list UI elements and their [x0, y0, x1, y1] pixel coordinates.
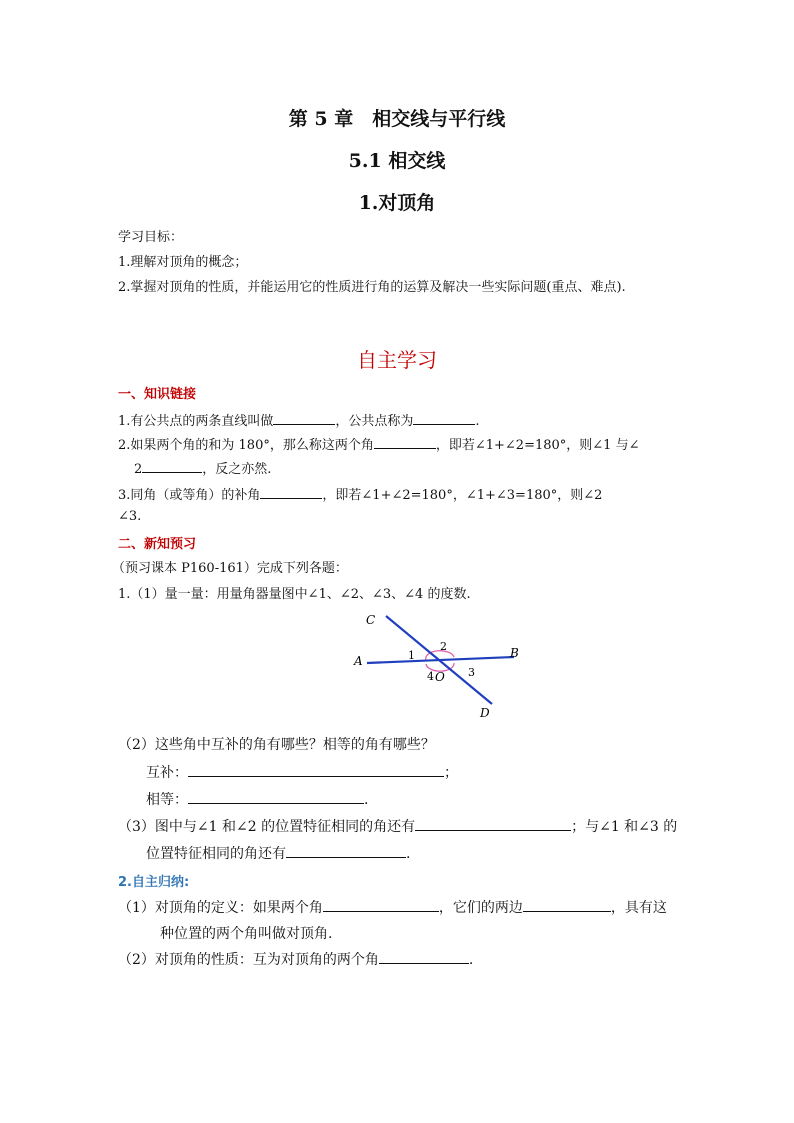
knowledge-q1: 1.有公共点的两条直线叫做 ，公共点称为 . — [118, 410, 480, 429]
answer-blank[interactable] — [188, 789, 364, 804]
answer-blank[interactable] — [188, 762, 444, 777]
angle-label-1: 1 — [408, 649, 415, 662]
preview-q3: （3）图中与∠1 和∠2 的位置特征相同的角还有 ；与∠1 和∠3 的 — [118, 816, 677, 836]
answer-blank[interactable] — [142, 458, 202, 473]
preview-heading: 二、新知预习 — [118, 537, 197, 552]
answer-blank[interactable] — [374, 434, 436, 449]
knowledge-link-heading: 一、知识链接 — [118, 387, 197, 402]
point-label-B: B — [510, 646, 519, 660]
answer-blank[interactable] — [286, 843, 406, 858]
answer-blank[interactable] — [273, 410, 335, 425]
goals-label: 学习目标： — [118, 230, 184, 245]
summary-q1-cont: 种位置的两个角叫做对顶角. — [160, 926, 333, 942]
point-label-A: A — [354, 654, 363, 668]
preview-q1: 1.（1）量一量：用量角器量图中∠1、∠2、∠3、∠4 的度数. — [118, 587, 471, 602]
answer-blank[interactable] — [415, 816, 571, 831]
preview-q3-cont: 位置特征相同的角还有 . — [146, 843, 410, 863]
answer-blank[interactable] — [260, 484, 322, 499]
answer-blank[interactable] — [379, 949, 469, 964]
answer-blank[interactable] — [413, 410, 475, 425]
angle-label-4: 4 — [427, 670, 434, 683]
chapter-title: 第 5 章 相交线与平行线 — [288, 108, 506, 130]
summary-heading: 2.自主归纳: — [118, 875, 190, 890]
knowledge-q3-cont: ∠3. — [118, 509, 142, 524]
preview-q2-equal: 相等： . — [146, 789, 368, 809]
preview-q2: （2）这些角中互补的角有哪些？相等的角有哪些？ — [118, 737, 435, 753]
point-label-D: D — [480, 706, 490, 720]
lesson-title: 1.对顶角 — [358, 192, 436, 214]
knowledge-q2-cont: 2 ，反之亦然. — [134, 458, 271, 477]
summary-q2: （2）对顶角的性质：互为对顶角的两个角 . — [118, 949, 473, 969]
point-label-C: C — [366, 613, 376, 627]
intersecting-lines-figure — [340, 606, 540, 724]
summary-q1: （1）对顶角的定义：如果两个角 ，它们的两边 ，具有这 — [118, 897, 667, 917]
angle-label-3: 3 — [468, 666, 475, 679]
section-title: 5.1 相交线 — [348, 150, 446, 172]
knowledge-q3: 3.同角（或等角）的补角 ，即若∠1+∠2=180°，∠1+∠3=180°，则∠2 — [118, 484, 602, 503]
preview-q2-supplementary: 互补： ； — [146, 762, 458, 782]
angle-label-2: 2 — [440, 640, 447, 653]
line-CD — [386, 616, 492, 704]
answer-blank[interactable] — [323, 897, 439, 912]
self-study-title: 自主学习 — [357, 348, 437, 372]
point-label-O: O — [435, 670, 445, 684]
goal-item-2: 2.掌握对顶角的性质，并能运用它的性质进行角的运算及解决一些实际问题(重点、难点). — [118, 280, 626, 295]
knowledge-q2: 2.如果两个角的和为 180°，那么称这两个角 ，即若∠1+∠2=180°，则∠1 与∠ — [118, 434, 639, 453]
answer-blank[interactable] — [523, 897, 611, 912]
goal-item-1: 1.理解对顶角的概念； — [118, 255, 248, 270]
preview-intro: （预习课本 P160-161）完成下列各题： — [112, 561, 348, 576]
